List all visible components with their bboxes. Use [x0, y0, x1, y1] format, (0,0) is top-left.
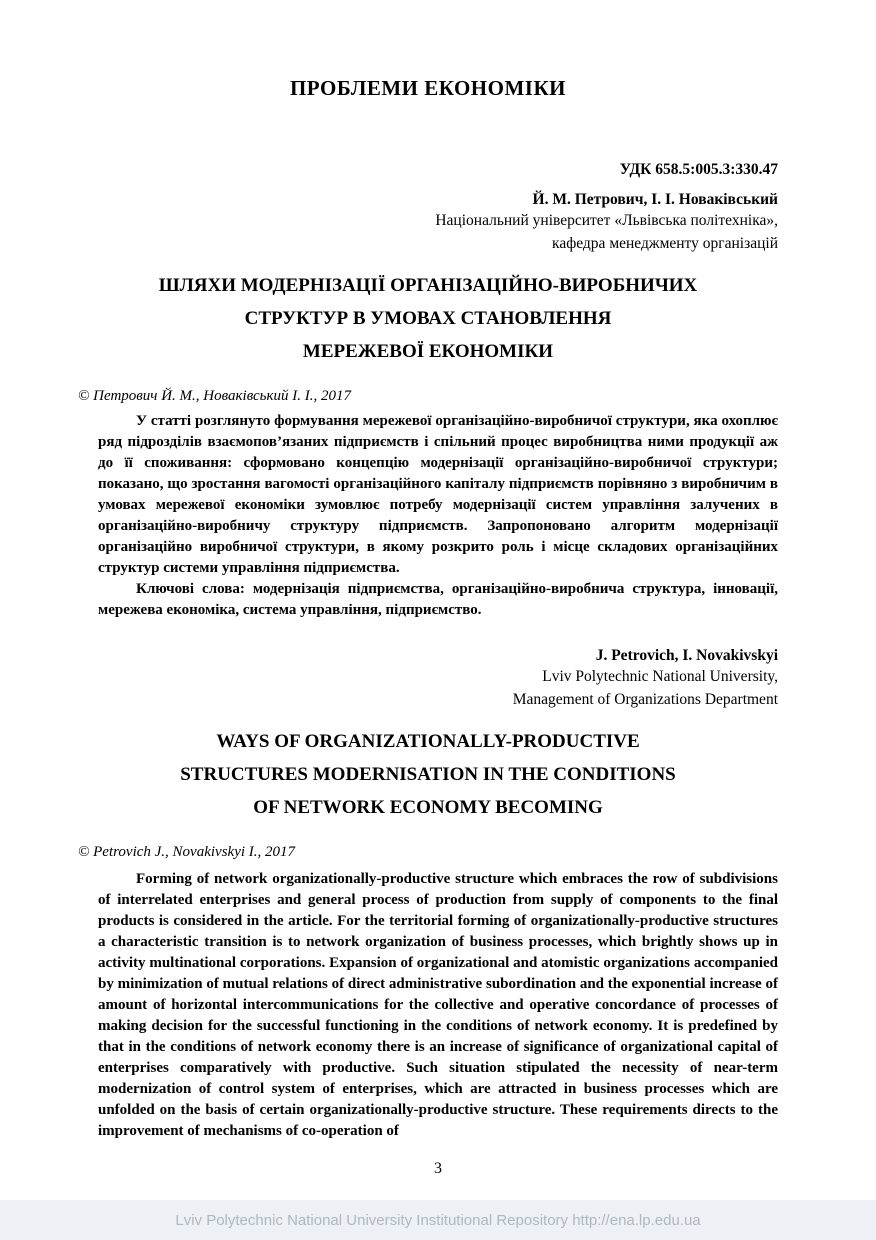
article-title-english-line1: WAYS OF ORGANIZATIONALLY-PRODUCTIVE — [216, 731, 640, 752]
udc-code: УДК 658.5:005.3:330.47 — [619, 161, 778, 178]
affiliation-ukrainian-line1: Національний університет «Львівська політехніка», — [435, 212, 778, 229]
copyright-ukrainian: © Петрович Й. М., Новаківський І. І., 2017 — [78, 388, 351, 404]
article-title-ukrainian-line3: МЕРЕЖЕВОЇ ЕКОНОМІКИ — [302, 341, 554, 362]
article-title-english-line2: STRUCTURES MODERNISATION IN THE CONDITIONS — [180, 764, 676, 785]
article-title-ukrainian — [78, 269, 778, 368]
page-number: 3 — [434, 1160, 442, 1177]
repository-footer-text: Lviv Polytechnic National University Institutional Repository http://ena.lp.edu.ua — [175, 1211, 701, 1229]
abstract-block-english — [98, 869, 778, 1142]
article-title-ukrainian-line2: СТРУКТУР В УМОВАХ СТАНОВЛЕННЯ — [244, 308, 612, 329]
authors-english: J. Petrovich, I. Novakivskyi — [595, 647, 778, 664]
affiliation-english-line2: Management of Organizations Department — [512, 691, 778, 708]
keywords-ukrainian: Ключові слова: модернізація підприємства, організаційно-виробнича структура, інновації, мережева економіка, система управління, підприємство. — [98, 581, 778, 618]
abstract-block-ukrainian — [98, 411, 778, 621]
journal-section-title: ПРОБЛЕМИ ЕКОНОМІКИ — [289, 76, 567, 100]
affiliation-ukrainian-line2: кафедра менеджменту організацій — [552, 235, 778, 252]
abstract-english: Forming of network organizationally-productive structure which embraces the row of subdivisions of interrelated enterprises and general process of production from supply of components to the final products is considered in the article. For the territorial forming of organizationally-productive structures a characteristic transition is to network organization of business processes, which brightly shows up in activity multinational corporations. Expansion of organizational and atomistic organizations accompanied by minimization of mutual relations of direct administrative subordination and the exponential increase of amount of horizontal intercommunications for the collective and operative concordance of processes of making decision for the successful functioning in the conditions of network economy. It is predefined by that in the conditions of network economy there is an increase of significance of organizational capital of enterprises comparatively with productive. Such situation stipulated the necessity of near-term modernization of control system of enterprises, which are attracted in business processes which are unfolded on the basis of certain organizationally-productive structure. These requirements directs to the improvement of mechanisms of co-operation of — [98, 871, 778, 1139]
article-title-english — [78, 725, 778, 824]
article-title-english-line3: OF NETWORK ECONOMY BECOMING — [253, 797, 603, 818]
abstract-ukrainian: У статті розглянуто формування мережевої організаційно-виробничої структури, яка охоплює ряд підрозділів взаємопов’язаних підприємств і спільний процес виробництва ними продукції аж до її споживання: сформовано концепцію модернізації організаційно-виробничої структури; показано, що зростання вагомості організаційного капіталу підприємств порівняно з виробничим в умовах мережевої економіки зумовлює потребу модернізації систем управління залучених в організаційно-виробничу структуру підприємств. Запропоновано алгоритм модернізації організаційно виробничої структури, в якому розкрито роль і місце складових організаційних структур системи управління підприємства. — [98, 413, 778, 576]
affiliation-english-line1: Lviv Polytechnic National University, — [542, 668, 778, 685]
authors-ukrainian: Й. М. Петрович, І. І. Новаківський — [532, 191, 778, 208]
article-title-ukrainian-line1: ШЛЯХИ МОДЕРНІЗАЦІЇ ОРГАНІЗАЦІЙНО-ВИРОБНИЧИХ — [158, 275, 698, 296]
copyright-english: © Petrovich J., Novakivskyi I., 2017 — [78, 844, 296, 860]
repository-footer-bar — [0, 1200, 876, 1240]
